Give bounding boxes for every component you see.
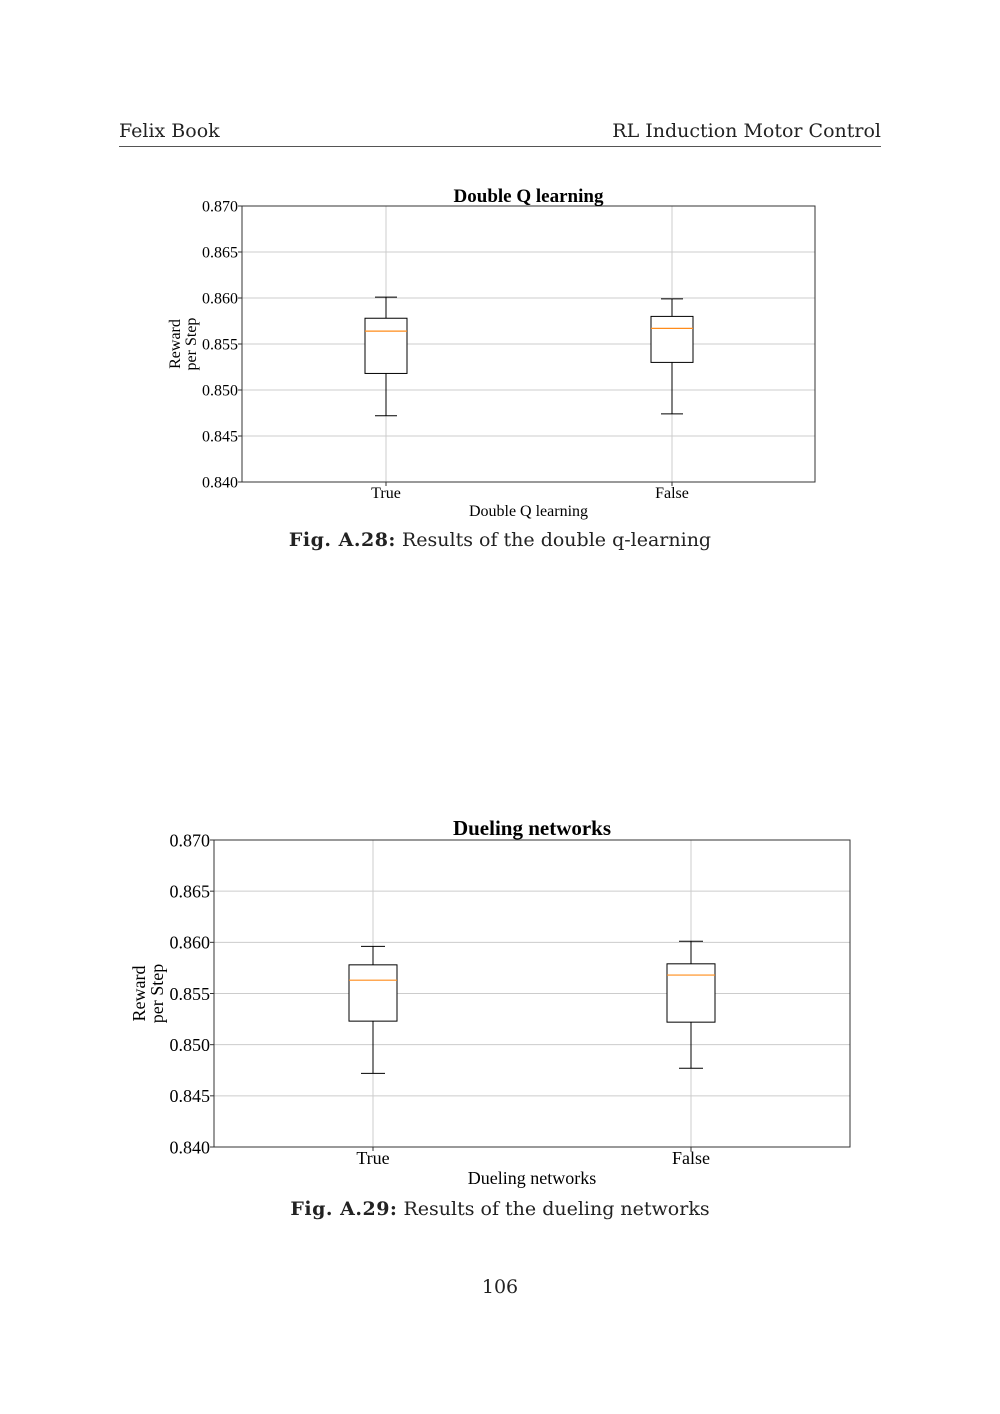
page-number: 106 xyxy=(481,1276,519,1298)
x-tick-label: False xyxy=(672,1148,710,1168)
header-title: RL Induction Motor Control xyxy=(612,120,881,142)
y-tick-label: 0.845 xyxy=(202,428,238,446)
y-tick-label: 0.870 xyxy=(169,830,210,851)
y-tick-label: 0.860 xyxy=(169,932,210,953)
y-tick-label: 0.850 xyxy=(202,382,238,400)
y-tick-label: 0.855 xyxy=(202,336,238,354)
x-axis-label: Dueling networks xyxy=(467,1168,597,1188)
y-tick-label: 0.855 xyxy=(169,983,210,1004)
y-tick-label: 0.860 xyxy=(202,290,238,308)
y-tick-label: 0.840 xyxy=(202,474,238,492)
y-axis-label: Rewardper Step xyxy=(167,317,200,371)
y-tick-label: 0.840 xyxy=(169,1137,210,1158)
x-tick-label: False xyxy=(655,485,689,502)
chart-title: Dueling networks xyxy=(452,816,612,840)
figure-caption xyxy=(0,1198,1000,1220)
x-axis-label: Double Q learning xyxy=(468,503,589,520)
y-tick-label: 0.870 xyxy=(202,198,238,216)
header-author: Felix Book xyxy=(119,120,220,142)
y-tick-label: 0.845 xyxy=(169,1086,210,1107)
caption-label: Fig. A.28: xyxy=(288,529,396,551)
caption-text: Results of the dueling networks xyxy=(403,1198,710,1220)
chart-title: Double Q learning xyxy=(453,186,604,207)
y-tick-label: 0.850 xyxy=(169,1034,210,1055)
box-iqr xyxy=(349,965,397,1021)
caption-label: Fig. A.29: xyxy=(290,1198,398,1220)
box-iqr xyxy=(667,964,715,1022)
y-tick-label: 0.865 xyxy=(202,244,238,262)
x-tick-label: True xyxy=(371,485,401,502)
y-tick-label: 0.865 xyxy=(169,881,210,902)
y-axis-label: Rewardper Step xyxy=(129,963,167,1024)
caption-text: Results of the double q-learning xyxy=(402,529,712,551)
x-tick-label: True xyxy=(356,1148,390,1168)
